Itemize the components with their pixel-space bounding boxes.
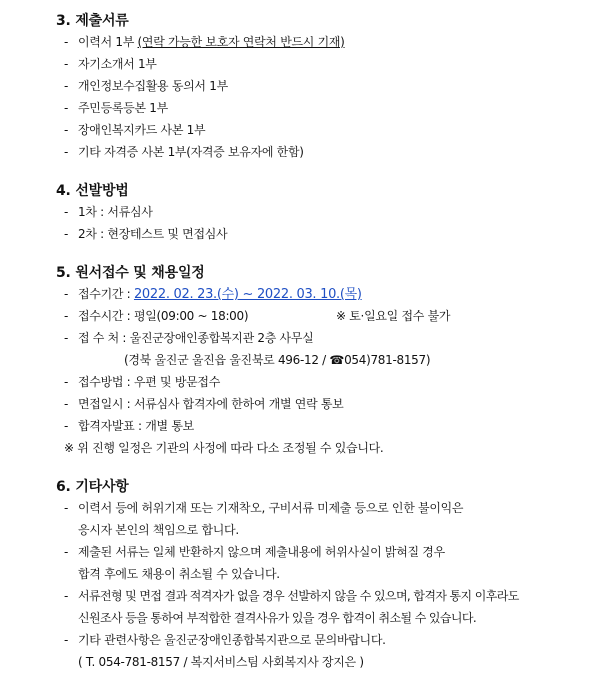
sec6-line-5-text: 서류전형 및 면접 결과 적격자가 없을 경우 선발하지 않을 수 있으며, 합격자 통지 이후라도	[78, 589, 519, 603]
sec3-item-resume: - 이력서 1부 (연락 가능한 보호자 연락처 반드시 기재)	[64, 35, 345, 49]
sec3-item-resident-text: 주민등록등본 1부	[78, 101, 168, 115]
sec3-item-welfare-card: - 장애인복지카드 사본 1부	[64, 123, 206, 137]
sec5-interview-text: 면접일시 : 서류심사 합격자에 한하여 개별 연락 통보	[78, 397, 344, 411]
sec6-line-5: - 서류전형 및 면접 결과 적격자가 없을 경우 선발하지 않을 수 있으며, 합격자 통지 이후라도	[64, 589, 519, 603]
sec6-line-3: - 제출된 서류는 일체 반환하지 않으며 제출내용에 허위사실이 밝혀질 경우	[64, 545, 445, 559]
sec5-period-label: 접수기간 :	[78, 287, 134, 301]
sec5-announce: - 합격자발표 : 개별 통보	[64, 419, 194, 433]
sec6-line-7-text: 기타 관련사항은 울진군장애인종합복지관으로 문의바랍니다.	[78, 633, 386, 647]
section-6-heading: 6. 기타사항	[56, 479, 129, 495]
sec5-period: - 접수기간 : 2022. 02. 23.(수) ~ 2022. 03. 10.(목)	[64, 287, 362, 302]
sec5-address: (경북 울진군 울진읍 울진북로 496-12 / ☎054)781-8157)	[124, 353, 431, 367]
sec3-item-consent-text: 개인정보수집활용 동의서 1부	[78, 79, 228, 93]
sec3-item-intro-text: 자기소개서 1부	[78, 57, 157, 71]
sec5-place: - 접 수 처 : 울진군장애인종합복지관 2층 사무실	[64, 331, 314, 345]
sec5-announce-text: 합격자발표 : 개별 통보	[78, 419, 194, 433]
sec4-item-first: - 1차 : 서류심사	[64, 205, 153, 219]
section-3-heading: 3. 제출서류	[56, 13, 129, 29]
sec6-line-4: 합격 후에도 채용이 취소될 수 있습니다.	[78, 567, 280, 581]
sec3-item-certificate: - 기타 자격증 사본 1부(자격증 보유자에 한함)	[64, 145, 304, 159]
sec5-interview: - 면접일시 : 서류심사 합격자에 한하여 개별 연락 통보	[64, 397, 344, 411]
sec5-time: - 접수시간 : 평일(09:00 ~ 18:00)	[64, 309, 249, 323]
sec4-item-second-text: 2차 : 현장테스트 및 면접심사	[78, 227, 228, 241]
sec5-schedule-note: ※ 위 진행 일정은 기관의 사정에 따라 다소 조정될 수 있습니다.	[64, 441, 384, 455]
sec4-item-first-text: 1차 : 서류심사	[78, 205, 153, 219]
sec6-line-6: 신원조사 등을 통하여 부적합한 결격사유가 있을 경우 합격이 취소될 수 있습니다.	[78, 611, 477, 625]
section-4-heading: 4. 선발방법	[56, 183, 129, 199]
sec3-item-resume-text: 이력서 1부	[78, 35, 138, 49]
sec6-line-8: ( T. 054-781-8157 / 복지서비스팀 사회복지사 장지은 )	[78, 655, 364, 669]
sec4-item-second: - 2차 : 현장테스트 및 면접심사	[64, 227, 228, 241]
sec3-item-certificate-text: 기타 자격증 사본 1부(자격증 보유자에 한함)	[78, 145, 304, 159]
sec6-line-7: - 기타 관련사항은 울진군장애인종합복지관으로 문의바랍니다.	[64, 633, 386, 647]
sec6-line-1-text: 이력서 등에 허위기재 또는 기재착오, 구비서류 미제출 등으로 인한 불이익은	[78, 501, 464, 515]
sec3-item-resident: - 주민등록등본 1부	[64, 101, 168, 115]
sec5-method: - 접수방법 : 우편 및 방문접수	[64, 375, 221, 389]
sec6-line-2: 응시자 본인의 책임으로 합니다.	[78, 523, 239, 537]
sec3-item-resume-underlined: (연락 가능한 보호자 연락처 반드시 기재)	[137, 35, 345, 49]
sec3-item-intro: - 자기소개서 1부	[64, 57, 157, 71]
sec3-item-welfare-card-text: 장애인복지카드 사본 1부	[78, 123, 206, 137]
sec5-period-value: 2022. 02. 23.(수) ~ 2022. 03. 10.(목)	[133, 287, 362, 302]
sec6-line-1: - 이력서 등에 허위기재 또는 기재착오, 구비서류 미제출 등으로 인한 불이익은	[64, 501, 464, 515]
section-5-heading: 5. 원서접수 및 채용일정	[56, 265, 205, 281]
sec3-item-consent: - 개인정보수집활용 동의서 1부	[64, 79, 228, 93]
sec5-method-text: 접수방법 : 우편 및 방문접수	[78, 375, 221, 389]
sec5-time-note: ※ 토·일요일 접수 불가	[336, 309, 451, 323]
sec6-line-3-text: 제출된 서류는 일체 반환하지 않으며 제출내용에 허위사실이 밝혀질 경우	[78, 545, 445, 559]
sec5-place-text: 접 수 처 : 울진군장애인종합복지관 2층 사무실	[78, 331, 314, 345]
sec5-time-label: 접수시간 : 평일(09:00 ~ 18:00)	[78, 309, 249, 323]
